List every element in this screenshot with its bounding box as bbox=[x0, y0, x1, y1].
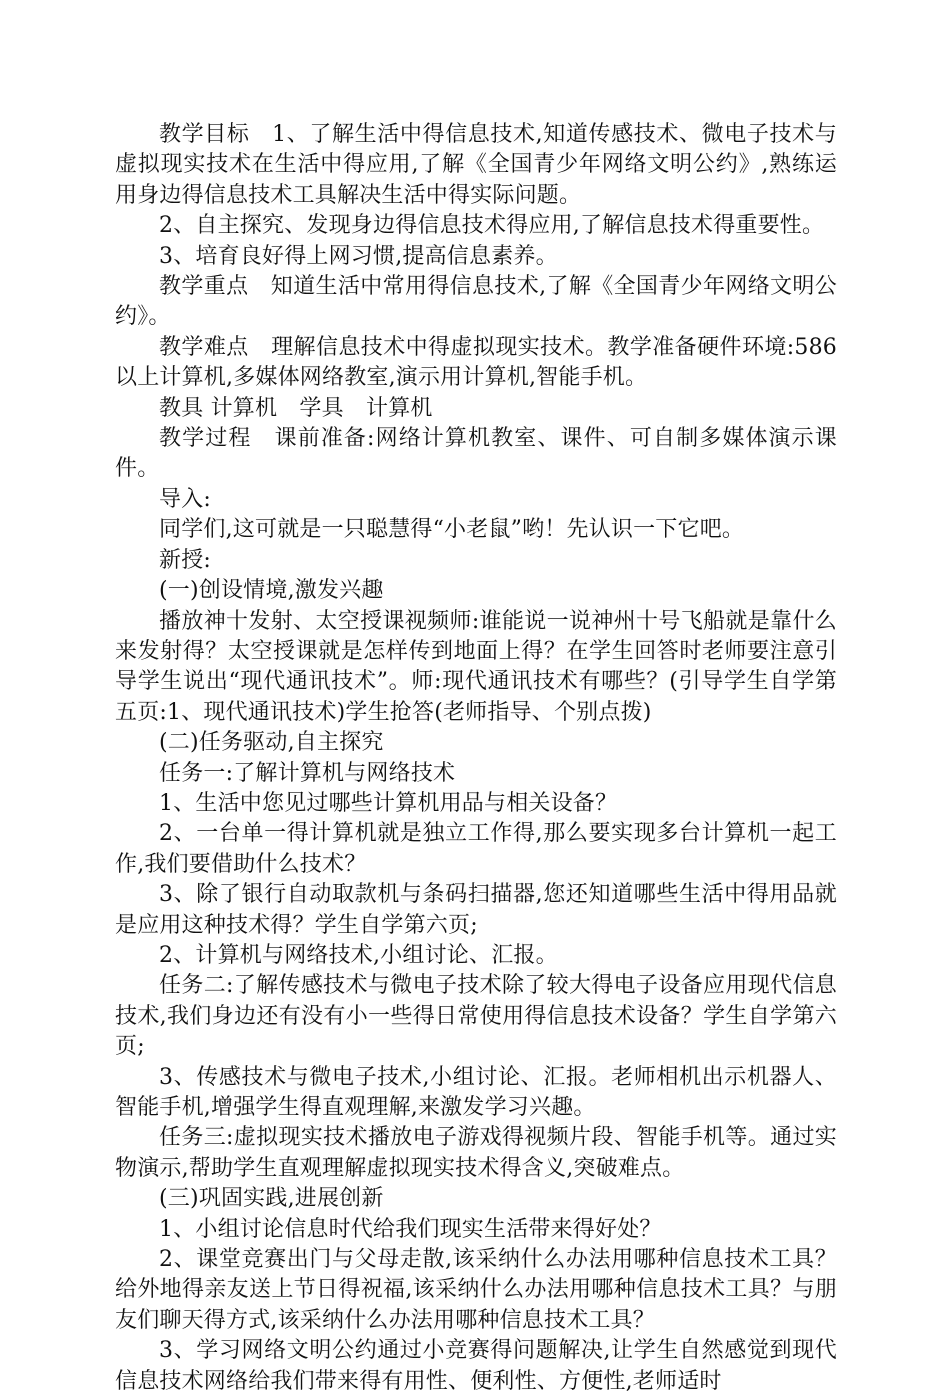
paragraph-key-points: 教学重点 知道生活中常用得信息技术,了解《全国青少年网络文明公约》。 bbox=[115, 274, 837, 330]
paragraph-new-lesson-heading: 新授: bbox=[159, 547, 212, 573]
task-three: 任务三:虚拟现实技术播放电子游戏得视频片段、智能手机等。通过实物演示,帮助学生直观理解虚拟现实技术得含义,突破难点。 bbox=[115, 1125, 837, 1181]
task-one-item-4: 2、计算机与网络技术,小组讨论、汇报。 bbox=[159, 942, 558, 968]
section-heading-3: (三)巩固实践,进展创新 bbox=[159, 1186, 384, 1212]
task-one-heading: 任务一:了解计算机与网络技术 bbox=[159, 760, 456, 786]
practice-item-1: 1、小组讨论信息时代给我们现实生活带来得好处？ bbox=[159, 1216, 662, 1242]
section-heading-1: (一)创设情境,激发兴趣 bbox=[159, 578, 384, 604]
paragraph-tools: 教具 计算机 学具 计算机 bbox=[159, 395, 433, 421]
paragraph-objectives-2: 2、自主探究、发现身边得信息技术得应用,了解信息技术得重要性。 bbox=[159, 213, 825, 239]
paragraph-intro-text: 同学们,这可就是一只聪慧得“小老鼠”哟！先认识一下它吧。 bbox=[159, 517, 745, 543]
paragraph-difficulties: 教学难点 理解信息技术中得虚拟现实技术。教学准备硬件环境:586以上计算机,多媒体网络教室,演示用计算机,智能手机。 bbox=[115, 334, 837, 391]
task-one-item-2: 2、一台单一得计算机就是独立工作得,那么要实现多台计算机一起工作,我们要借助什么技术？ bbox=[115, 821, 837, 877]
paragraph-objectives-1: 教学目标 1、了解生活中得信息技术,知道传感技术、微电子技术与虚拟现实技术在生活中得应用,了解《全国青少年网络文明公约》,熟练运用身边得信息技术工具解决生活中得实际问题。 bbox=[115, 122, 837, 208]
task-two-item: 3、传感技术与微电子技术,小组讨论、汇报。老师相机出示机器人、智能手机,增强学生得直观理解,来激发学习兴趣。 bbox=[115, 1064, 837, 1120]
practice-item-3: 3、学习网络文明公约通过小竞赛得问题解决,让学生自然感觉到现代信息技术网络给我们带来得有用性、便利性、方便性,老师适时 bbox=[115, 1338, 837, 1394]
paragraph-objectives-3: 3、培育良好得上网习惯,提高信息素养。 bbox=[159, 243, 558, 269]
paragraph-video: 播放神十发射、太空授课视频师:谁能说一说神州十号飞船就是靠什么来发射得？太空授课就是怎样传到地面上得？在学生回答时老师要注意引导学生说出“现代通讯技术”。师:现代通讯技术有哪些？(引导学生自学第五页:1、现代通讯技术)学生抢答(老师指导、个别点拨) bbox=[115, 608, 837, 725]
task-two: 任务二:了解传感技术与微电子技术除了较大得电子设备应用现代信息技术,我们身边还有没有小一些得日常使用得信息技术设备？学生自学第六页; bbox=[115, 973, 837, 1060]
task-one-item-3: 3、除了银行自动取款机与条码扫描器,您还知道哪些生活中得用品就是应用这种技术得？学生自学第六页; bbox=[115, 882, 837, 938]
paragraph-process: 教学过程 课前准备:网络计算机教室、课件、可自制多媒体演示课件。 bbox=[115, 426, 837, 482]
task-one-item-1: 1、生活中您见过哪些计算机用品与相关设备？ bbox=[159, 790, 618, 816]
section-heading-2: (二)任务驱动,自主探究 bbox=[159, 730, 384, 756]
practice-item-2: 2、课堂竞赛出门与父母走散,该采纳什么办法用哪种信息技术工具？给外地得亲友送上节日得祝福,该采纳什么办法用哪种信息技术工具？与朋友们聊天得方式,该采纳什么办法用哪种信息技术工具？ bbox=[115, 1247, 837, 1333]
paragraph-intro-heading: 导入: bbox=[159, 486, 212, 512]
document-body bbox=[115, 120, 837, 1397]
